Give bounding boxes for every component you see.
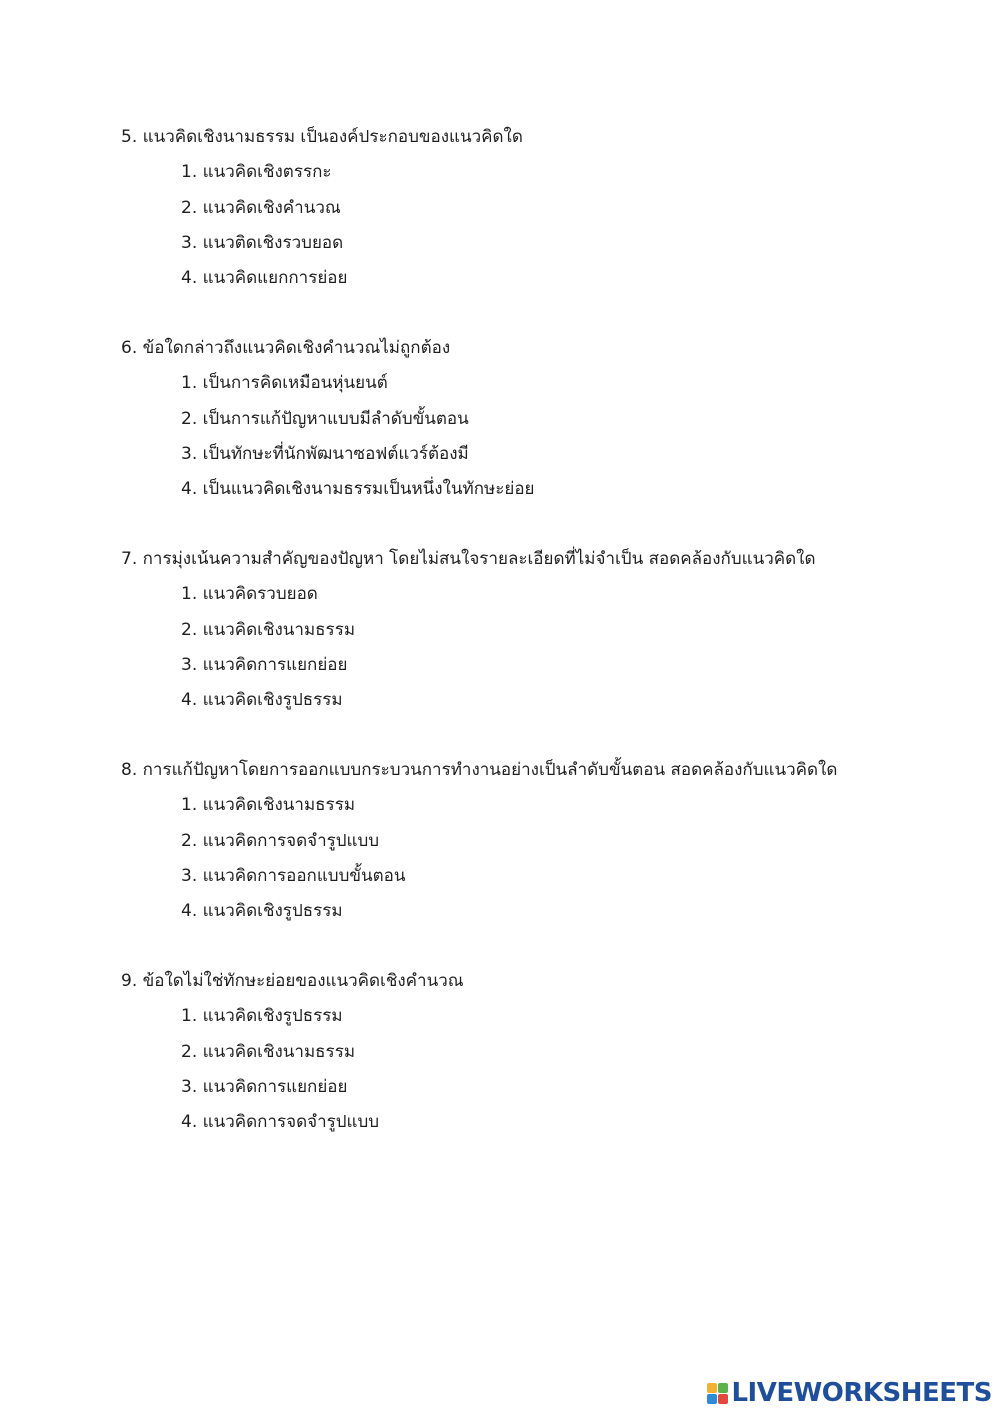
choice-item: 4. เป็นแนวคิดเชิงนามธรรมเป็นหนึ่งในทักษะย่อย — [181, 479, 535, 500]
choice-item: 1. แนวคิดเชิงตรรกะ — [181, 162, 332, 183]
choice-list — [121, 792, 941, 924]
question-text: 6. ข้อใดกล่าวถึงแนวคิดเชิงคำนวณไม่ถูกต้อง — [121, 338, 451, 358]
question-text: 8. การแก้ปัญหาโดยการออกแบบกระบวนการทำงานอย่างเป็นลำดับขั้นตอน สอดคล้องกับแนวคิดใด — [121, 760, 838, 780]
choice-list — [121, 1003, 941, 1135]
choice-item: 4. แนวคิดเชิงรูปธรรม — [181, 690, 343, 711]
question-text: 7. การมุ่งเน้นความสำคัญของปัญหา โดยไม่สนใจรายละเอียดที่ไม่จำเป็น สอดคล้องกับแนวคิดใด — [121, 549, 816, 569]
liveworksheets-logo-icon — [707, 1383, 728, 1404]
question-text: 5. แนวคิดเชิงนามธรรม เป็นองค์ประกอบของแนวคิดใด — [121, 127, 523, 147]
choice-item: 2. แนวคิดการจดจำรูปแบบ — [181, 830, 380, 851]
choice-item: 1. แนวคิดรวบยอด — [181, 584, 318, 605]
choice-item: 2. แนวคิดเชิงนามธรรม — [181, 1041, 356, 1062]
question-6 — [121, 335, 941, 502]
choice-item: 4. แนวคิดเชิงรูปธรรม — [181, 901, 343, 922]
choice-item: 1. แนวคิดเชิงนามธรรม — [181, 795, 356, 816]
choice-item: 3. แนวติดเชิงรวบยอด — [181, 232, 344, 253]
choice-item: 2. แนวคิดเชิงนามธรรม — [181, 619, 356, 640]
question-9 — [121, 968, 941, 1135]
choice-item: 1. เป็นการคิดเหมือนหุ่นยนต์ — [181, 373, 388, 394]
choice-item: 2. เป็นการแก้ปัญหาแบบมีลำดับขั้นตอน — [181, 408, 469, 429]
question-8 — [121, 757, 941, 924]
choice-item: 3. แนวคิดการแยกย่อย — [181, 1076, 348, 1097]
choice-item: 4. แนวคิดแยกการย่อย — [181, 268, 348, 289]
choice-item: 3. แนวคิดการออกแบบขั้นตอน — [181, 865, 406, 886]
choice-item: 4. แนวคิดการจดจำรูปแบบ — [181, 1112, 380, 1133]
liveworksheets-logo[interactable] — [707, 1379, 992, 1407]
question-5 — [121, 124, 941, 291]
choice-list — [121, 370, 941, 502]
choice-item: 3. เป็นทักษะที่นักพัฒนาซอฟต์แวร์ต้องมี — [181, 443, 469, 464]
choice-item: 3. แนวคิดการแยกย่อย — [181, 654, 348, 675]
choice-list — [121, 581, 941, 713]
logo-text: LIVEWORKSHEETS — [731, 1378, 992, 1408]
question-text: 9. ข้อใดไม่ใช่ทักษะย่อยของแนวคิดเชิงคำนวณ — [121, 971, 464, 991]
choice-item: 1. แนวคิดเชิงรูปธรรม — [181, 1006, 343, 1027]
question-7 — [121, 546, 941, 713]
choice-list — [121, 159, 941, 291]
choice-item: 2. แนวคิดเชิงคำนวณ — [181, 197, 341, 218]
